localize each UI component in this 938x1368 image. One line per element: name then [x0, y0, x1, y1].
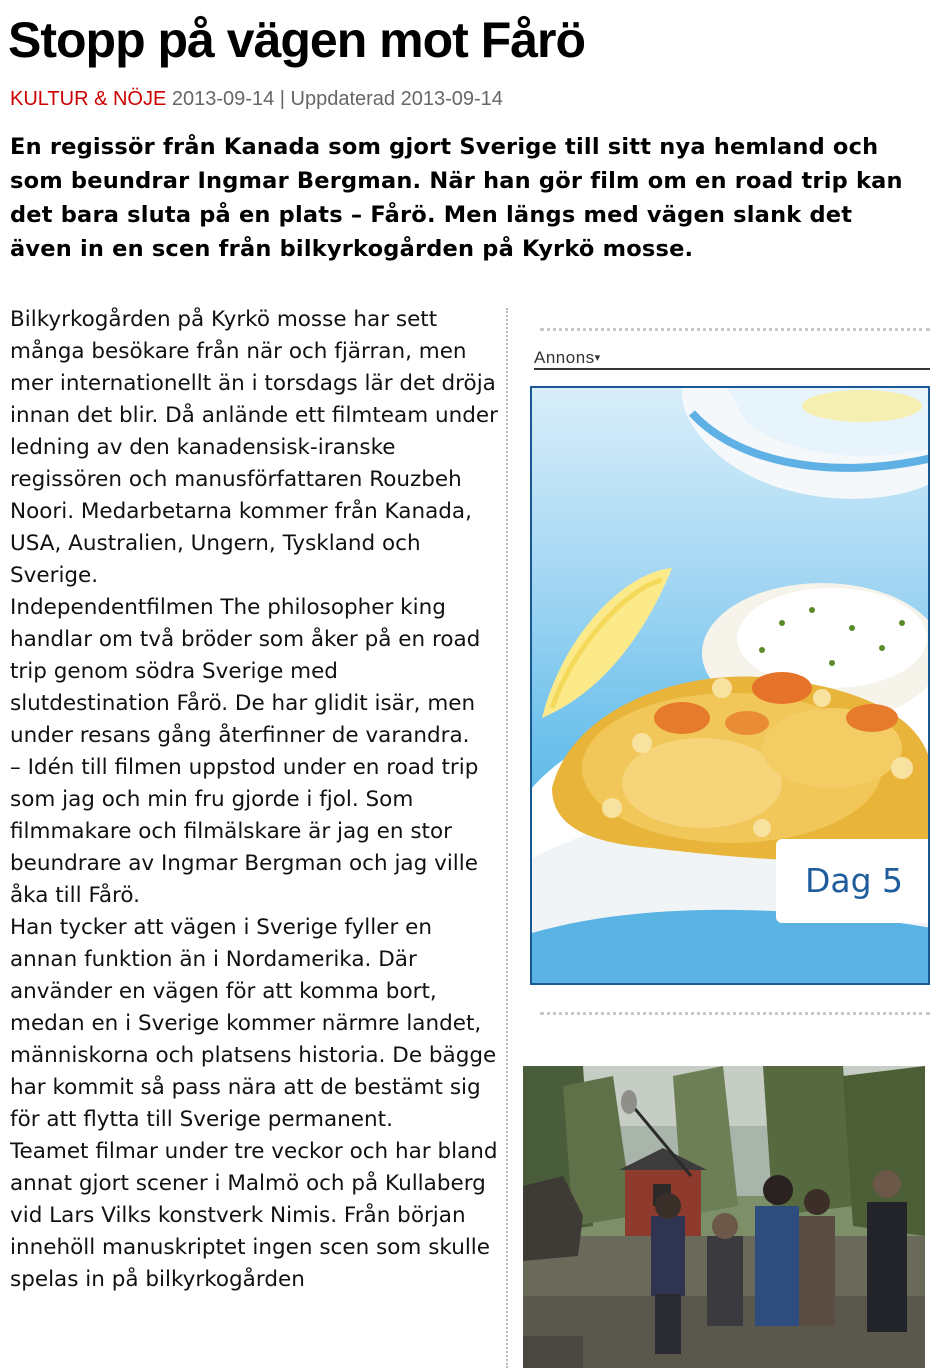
- caret-down-icon: ▾: [594, 352, 601, 364]
- article-body: [10, 304, 500, 1296]
- updated-date: 2013-09-14: [400, 88, 503, 110]
- section-link[interactable]: KULTUR & NÖJE: [10, 88, 167, 110]
- article-photo[interactable]: [523, 1066, 925, 1368]
- body-paragraph: Han tycker att vägen i Sverige fyller en annan funktion än i Nordamerika. Där använder en vägen för att komma bort, medan en i Sverige kommer närmre landet, människorna och platsens historia. De bägge har kommit så pass nära att de bestämt sig för att flytta till Sverige permanent.: [10, 915, 497, 1132]
- column-divider: [506, 308, 508, 1368]
- publish-date: 2013-09-14: [171, 88, 275, 110]
- advertisement[interactable]: [530, 386, 930, 985]
- article-meta: [10, 86, 503, 112]
- article-lead: En regissör från Kanada som gjort Sverige till sitt nya hemland och som beundrar Ingmar Bergman. När han gör film om en road trip kan det bara sluta på en plats – Fårö. Men längs med vägen slank det även in en scen från bilkyrkogården på Kyrkö mosse.: [10, 134, 903, 262]
- ad-label-text: Annons: [534, 348, 595, 367]
- body-paragraph: Teamet filmar under tre veckor och har bland annat gjort scener i Malmö och på Kullaberg vid Lars Vilks konstverk Nimis. Från början innehöll manuskriptet ingen scen som skulle spelas in på bilkyrkogården: [10, 1139, 498, 1292]
- sidebar-separator: [540, 328, 930, 331]
- ad-label[interactable]: [534, 346, 930, 370]
- sidebar-separator: [540, 1012, 930, 1015]
- article-headline: Stopp på vägen mot Fårö: [8, 12, 586, 68]
- body-paragraph: Independentfilmen The philosopher king handlar om två bröder som åker på en road trip genom södra Sverige med slutdestination Fårö. De har glidit isär, men under resans gång återfinner de varandra.: [10, 595, 481, 748]
- body-paragraph: – Idén till filmen uppstod under en road trip som jag och min fru gjorde i fjol. Som filmmakare och filmälskare är jag en stor beundrare av Ingmar Bergman och jag ville åka till Fårö.: [10, 755, 479, 908]
- body-paragraph: Bilkyrkogården på Kyrkö mosse har sett många besökare från när och fjärran, men mer internationellt än i torsdags lär det dröja innan det blir. Då anlände ett filmteam under ledning av den kanadensisk-iranske regissören och manusförfattaren Rouzbeh Noori. Medarbetarna kommer från Kanada, USA, Australien, Ungern, Tyskland och Sverige.: [10, 307, 498, 588]
- updated-label: Uppdaterad: [290, 88, 396, 110]
- film-crew-image: [523, 1066, 925, 1368]
- ad-badge: Dag 5: [776, 839, 930, 923]
- meta-separator: |: [279, 88, 285, 110]
